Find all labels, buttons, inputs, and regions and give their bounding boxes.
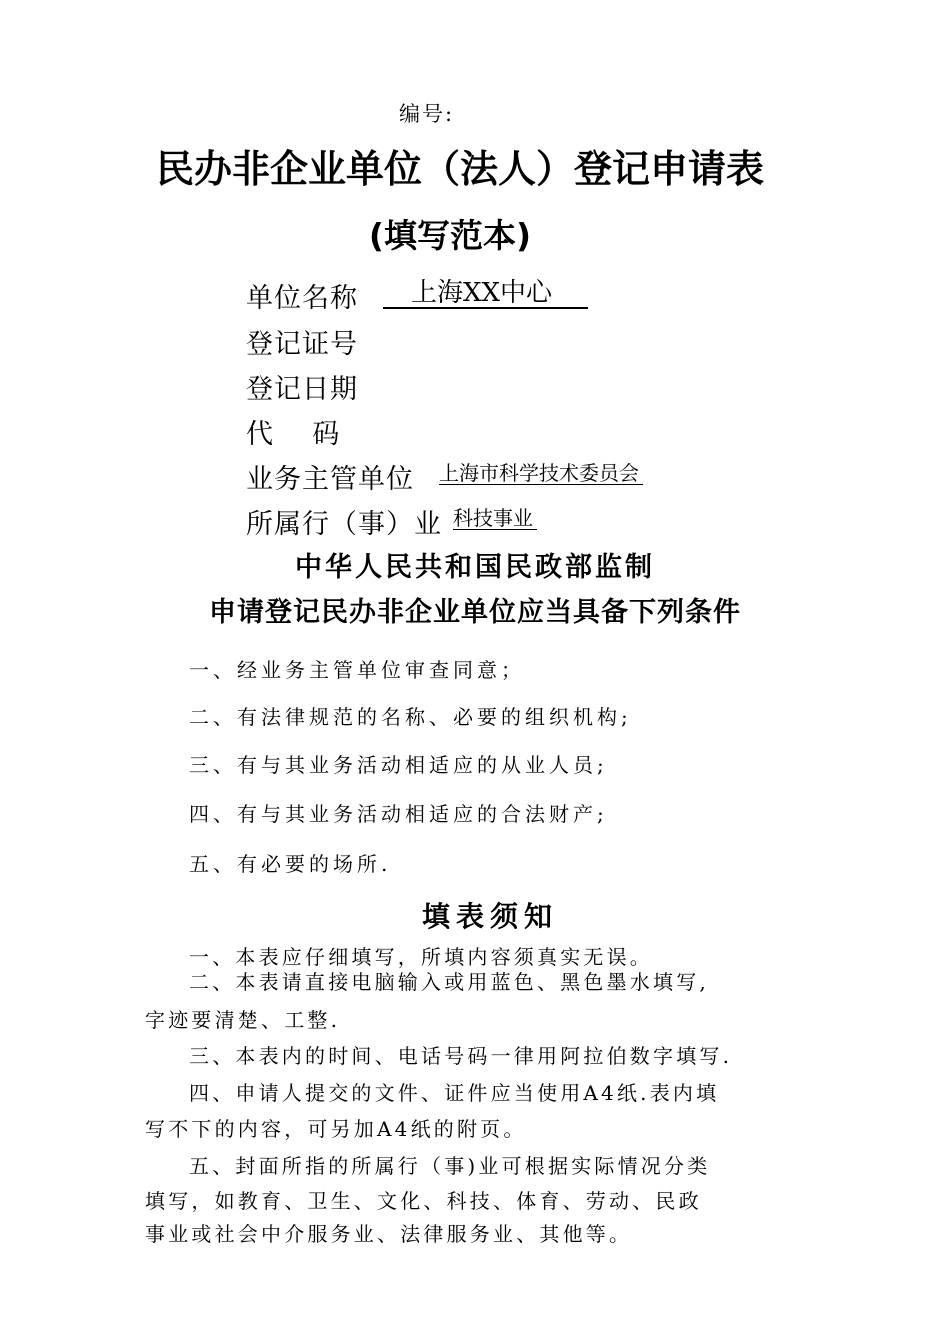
- notice-line: 四、申请人提交的文件、证件应当使用A4纸.表内填: [189, 1081, 720, 1105]
- supervisor-unit-value: 上海市科学技术委员会: [439, 462, 643, 485]
- registration-date-label: 登记日期: [246, 374, 358, 405]
- notice-line: 五、封面所指的所属行（事)业可根据实际情况分类: [189, 1154, 711, 1178]
- notice-line: 二、本表请直接电脑输入或用蓝色、黑色墨水填写,: [189, 970, 709, 994]
- condition-item: 一、经业务主管单位审查同意；: [189, 658, 525, 682]
- form-title: 民办非企业单位（法人）登记申请表: [155, 147, 764, 191]
- notice-line: 填写，如教育、卫生、文化、科技、体育、劳动、民政: [145, 1189, 702, 1213]
- form-subtitle: (填写范本): [368, 216, 532, 255]
- notice-line: 一、本表应仔细填写，所填内容须真实无误。: [189, 945, 653, 969]
- industry-value: 科技事业: [453, 507, 537, 530]
- condition-item: 三、有与其业务活动相适应的从业人员;: [189, 753, 608, 777]
- condition-item: 四、有与其业务活动相适应的合法财产;: [189, 802, 608, 826]
- registration-cert-label: 登记证号: [246, 329, 358, 360]
- supervisor-unit-label: 业务主管单位: [246, 464, 414, 495]
- serial-number-label: 编号:: [399, 102, 455, 126]
- industry-label: 所属行（事）业: [246, 509, 442, 540]
- notice-line: 三、本表内的时间、电话号码一律用阿拉伯数字填写.: [189, 1044, 733, 1068]
- notice-line: 写不下的内容，可另加A4纸的附页。: [145, 1117, 527, 1141]
- supervised-by-line: 中华人民共和国民政部监制: [295, 552, 655, 583]
- conditions-title: 申请登记民办非企业单位应当具备下列条件: [209, 597, 741, 628]
- condition-item: 五、有必要的场所.: [189, 852, 392, 876]
- unit-name-value: 上海XX中心: [383, 279, 588, 309]
- notice-line: 事业或社会中介服务业、法律服务业、其他等。: [145, 1222, 633, 1246]
- unit-name-label: 单位名称: [246, 283, 358, 314]
- notice-title: 填表须知: [421, 900, 558, 933]
- notice-line: 字迹要清楚、工整.: [145, 1008, 341, 1032]
- condition-item: 二、有法律规范的名称、必要的组织机构;: [189, 705, 632, 729]
- code-label: 代 码: [246, 419, 341, 450]
